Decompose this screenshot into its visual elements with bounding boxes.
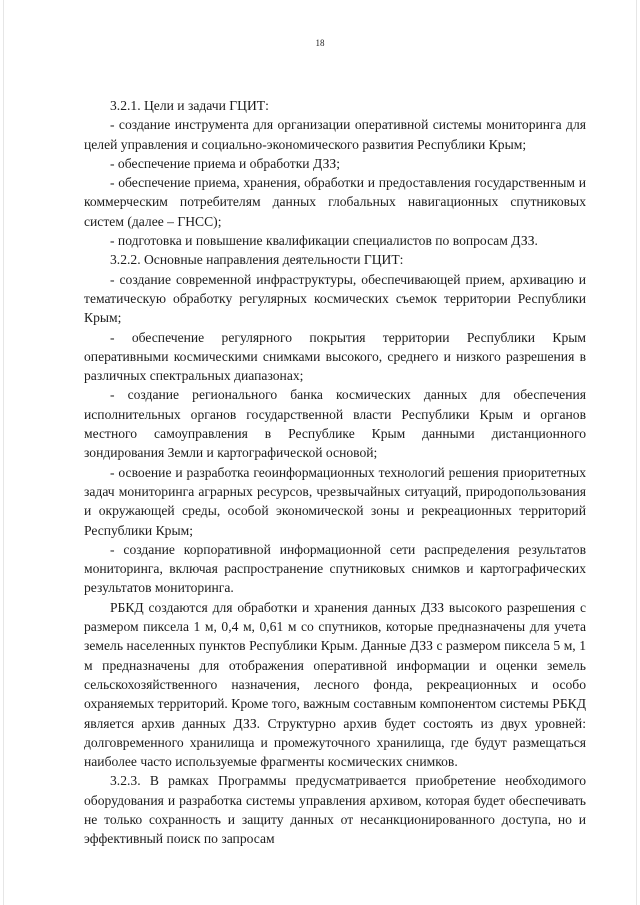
list-item: - создание современной инфраструктуры, обеспечивающей прием, архивацию и тематическую обработку регулярных космических съемок территории Республики Крым;	[84, 271, 586, 326]
section-heading-directions: 3.2.2. Основные направления деятельности ГЦИТ:	[110, 252, 404, 268]
list-item: - обеспечение регулярного покрытия территории Республики Крым оперативными космическими снимками высокого, среднего и низкого разрешения в различных спектральных диапазонах;	[84, 329, 586, 384]
document-body	[84, 96, 586, 849]
list-item: - создание корпоративной информационной сети распределения результатов мониторинга, включая распространение спутниковых снимков и картографических результатов мониторинга.	[84, 541, 586, 596]
body-paragraph-3-2-3: 3.2.3. В рамках Программы предусматривается приобретение необходимого оборудования и разработка системы управления архивом, которая будет обеспечивать не только сохранность и защиту данных от несанкционированного доступа, но и эффективный поиск по запросам	[84, 773, 586, 847]
scan-edge-left	[3, 0, 4, 905]
list-item: - обеспечение приема, хранения, обработки и предоставления государственным и коммерческим потребителям данных глобальных навигационных спутниковых систем (далее – ГНСС);	[84, 175, 586, 229]
section-heading-goals: 3.2.1. Цели и задачи ГЦИТ:	[110, 98, 269, 113]
list-item: - создание инструмента для организации оперативной системы мониторинга для целей управления и социально-экономического развития Республики Крым;	[84, 117, 586, 152]
body-paragraph-rbkd: РБКД создаются для обработки и хранения данных ДЗЗ высокого разрешения с размером пиксела 1 м, 0,4 м, 0,61 м со спутников, которые предназначены для учета земель населенных пунктов Республики Крым. Данные ДЗЗ с размером пиксела 5 м, 1 м предназначены для отображения оперативной информации и оценки земель сельскохозяйственного назначения, лесного фонда, рекреационных и особо охраняемых территорий. Кроме того, важным составным компонентом системы РБКД является архив данных ДЗЗ. Структурно архив будет состоять из двух уровней: долговременного хранилища и промежуточного хранилища, где будут размещаться наиболее часто используемые фрагменты космических снимков.	[84, 599, 586, 770]
list-item: - подготовка и повышение квалификации специалистов по вопросам ДЗЗ.	[110, 233, 538, 249]
page-number: 18	[315, 38, 325, 48]
scan-edge-right	[636, 0, 637, 905]
list-item: - создание регионального банка космических данных для обеспечения исполнительных органов государственной власти Республики Крым и органов местного самоуправления в Республике Крым данными дистанционного зондирования Земли и картографической основой;	[84, 387, 586, 461]
list-item: - освоение и разработка геоинформационных технологий решения приоритетных задач мониторинга аграрных ресурсов, чрезвычайных ситуаций, природопользования и окружающей среды, особой экономической зоны и рекреационных территорий Республики Крым;	[84, 464, 586, 538]
list-item: - обеспечение приема и обработки ДЗЗ;	[110, 155, 340, 171]
